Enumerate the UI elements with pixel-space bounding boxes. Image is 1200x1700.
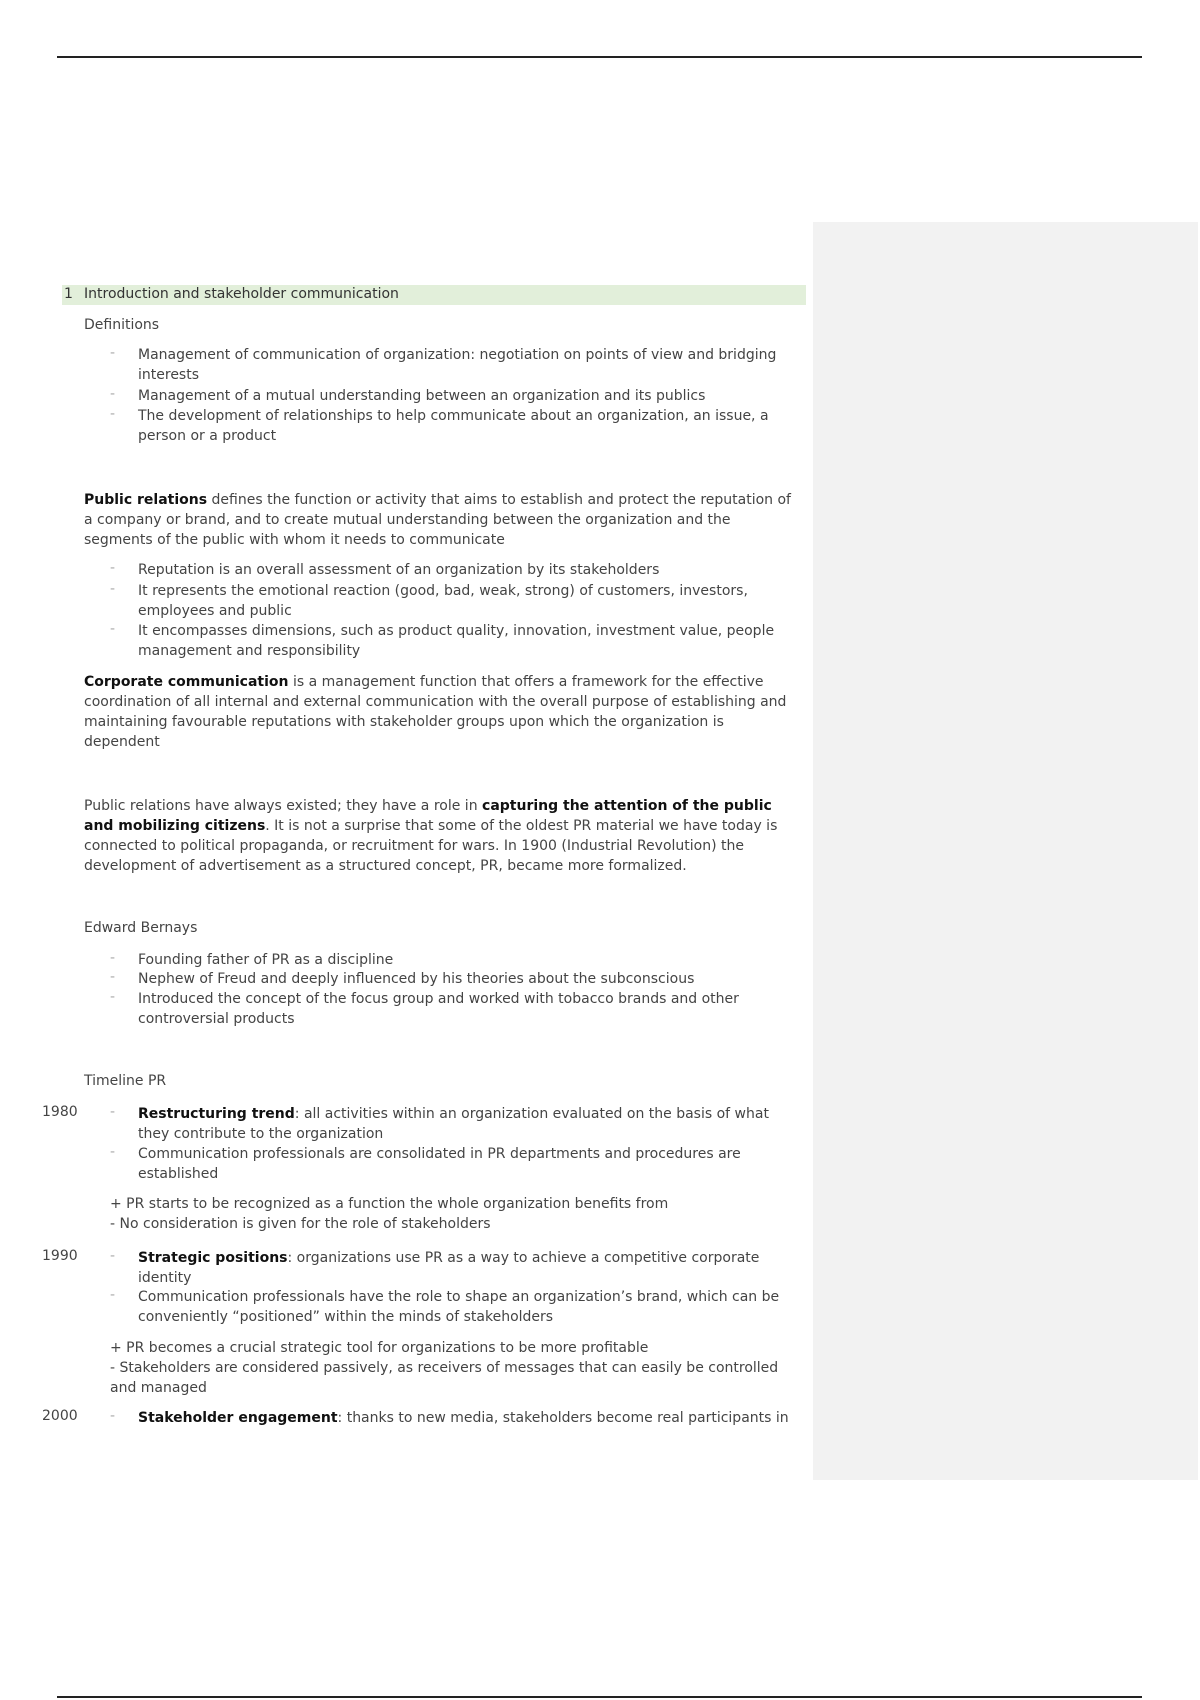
timeline-item-term: Stakeholder engagement bbox=[138, 1410, 338, 1426]
public-relations-text: defines the function or activity that aims to establish and protect the reputation of a company or brand, and to create mutual understanding between the organization and the segments of the public with whom it needs to communicate bbox=[84, 492, 791, 548]
timeline-item-term: Restructuring trend bbox=[138, 1106, 295, 1122]
bullet-dash: - bbox=[110, 950, 116, 966]
public-relations-term: Public relations bbox=[84, 492, 208, 508]
corporate-communication-text: is a management function that offers a framework for the effective coordination of all internal and external communication with the overall purpose of establishing and maintaining favourable reputations with stakeholder groups upon which the organization is dependent bbox=[84, 674, 787, 750]
header-rule bbox=[57, 56, 1142, 58]
bernays-item: Nephew of Freud and deeply influenced by his theories about the subconscious bbox=[138, 971, 695, 987]
bullet-dash: - bbox=[110, 1104, 116, 1120]
timeline-year: 1990 bbox=[42, 1248, 78, 1264]
bernays-item: Introduced the concept of the focus group and worked with tobacco brands and other controversial products bbox=[138, 991, 739, 1027]
corporate-communication-paragraph bbox=[84, 672, 796, 752]
section-heading bbox=[62, 285, 806, 305]
history-paragraph bbox=[84, 796, 796, 876]
timeline-item-term: Strategic positions bbox=[138, 1250, 288, 1266]
timeline-con: - Stakeholders are considered passively, as receivers of messages that can easily be controlled and managed bbox=[110, 1360, 779, 1396]
history-text-pre: Public relations have always existed; they have a role in bbox=[84, 798, 483, 814]
timeline-item bbox=[138, 1248, 798, 1288]
public-relations-paragraph bbox=[84, 490, 796, 550]
timeline-year: 1980 bbox=[42, 1104, 78, 1120]
timeline-item bbox=[138, 1104, 798, 1144]
timeline-heading: Timeline PR bbox=[84, 1073, 167, 1089]
bernays-item: Founding father of PR as a discipline bbox=[138, 952, 394, 968]
definition-item: Management of a mutual understanding between an organization and its publics bbox=[138, 388, 706, 404]
reputation-item: It encompasses dimensions, such as product quality, innovation, investment value, people management and responsibility bbox=[138, 623, 775, 659]
timeline-con: - No consideration is given for the role of stakeholders bbox=[110, 1216, 491, 1232]
timeline-pro: + PR starts to be recognized as a function the whole organization benefits from bbox=[110, 1196, 669, 1212]
timeline-pro: + PR becomes a crucial strategic tool for organizations to be more profitable bbox=[110, 1340, 649, 1356]
bullet-dash: - bbox=[110, 989, 116, 1005]
bullet-dash: - bbox=[110, 560, 116, 576]
bernays-heading: Edward Bernays bbox=[84, 920, 198, 936]
bullet-dash: - bbox=[110, 1287, 116, 1303]
reputation-item: Reputation is an overall assessment of an organization by its stakeholders bbox=[138, 562, 660, 578]
bullet-dash: - bbox=[110, 621, 116, 637]
timeline-item-text: : all activities within an organization evaluated on the basis of what they contribute to the organization bbox=[138, 1106, 769, 1142]
section-number: 1 bbox=[64, 286, 73, 302]
definition-item: The development of relationships to help communicate about an organization, an issue, a person or a product bbox=[138, 408, 769, 444]
comment-pane bbox=[813, 222, 1198, 1480]
definitions-heading: Definitions bbox=[84, 317, 160, 333]
footer-rule bbox=[57, 1696, 1142, 1698]
bullet-dash: - bbox=[110, 581, 116, 597]
bullet-dash: - bbox=[110, 1408, 116, 1424]
timeline-item-text: : organizations use PR as a way to achieve a competitive corporate identity bbox=[138, 1250, 760, 1286]
section-title: Introduction and stakeholder communication bbox=[84, 286, 399, 302]
bullet-dash: - bbox=[110, 1144, 116, 1160]
bullet-dash: - bbox=[110, 406, 116, 422]
timeline-item: Communication professionals have the role to shape an organization’s brand, which can be conveniently “positioned” within the minds of stakeholders bbox=[138, 1289, 780, 1325]
timeline-item bbox=[138, 1408, 798, 1428]
definition-item: Management of communication of organization: negotiation on points of view and bridging interests bbox=[138, 347, 777, 383]
timeline-year: 2000 bbox=[42, 1408, 78, 1424]
bullet-dash: - bbox=[110, 345, 116, 361]
timeline-item: Communication professionals are consolidated in PR departments and procedures are established bbox=[138, 1146, 741, 1182]
history-emphasis: capturing the attention of the public and mobilizing citizens bbox=[84, 798, 772, 834]
history-text-post: . It is not a surprise that some of the oldest PR material we have today is connected to political propaganda, or recruitment for wars. In 1900 (Industrial Revolution) the development of advertisement as a structured concept, PR, became more formalized. bbox=[84, 818, 778, 874]
bullet-dash: - bbox=[110, 1248, 116, 1264]
bullet-dash: - bbox=[110, 969, 116, 985]
corporate-communication-term: Corporate communication bbox=[84, 674, 289, 690]
bullet-dash: - bbox=[110, 386, 116, 402]
timeline-item-text: : thanks to new media, stakeholders become real participants in bbox=[337, 1410, 789, 1426]
reputation-item: It represents the emotional reaction (good, bad, weak, strong) of customers, investors, employees and public bbox=[138, 583, 748, 619]
